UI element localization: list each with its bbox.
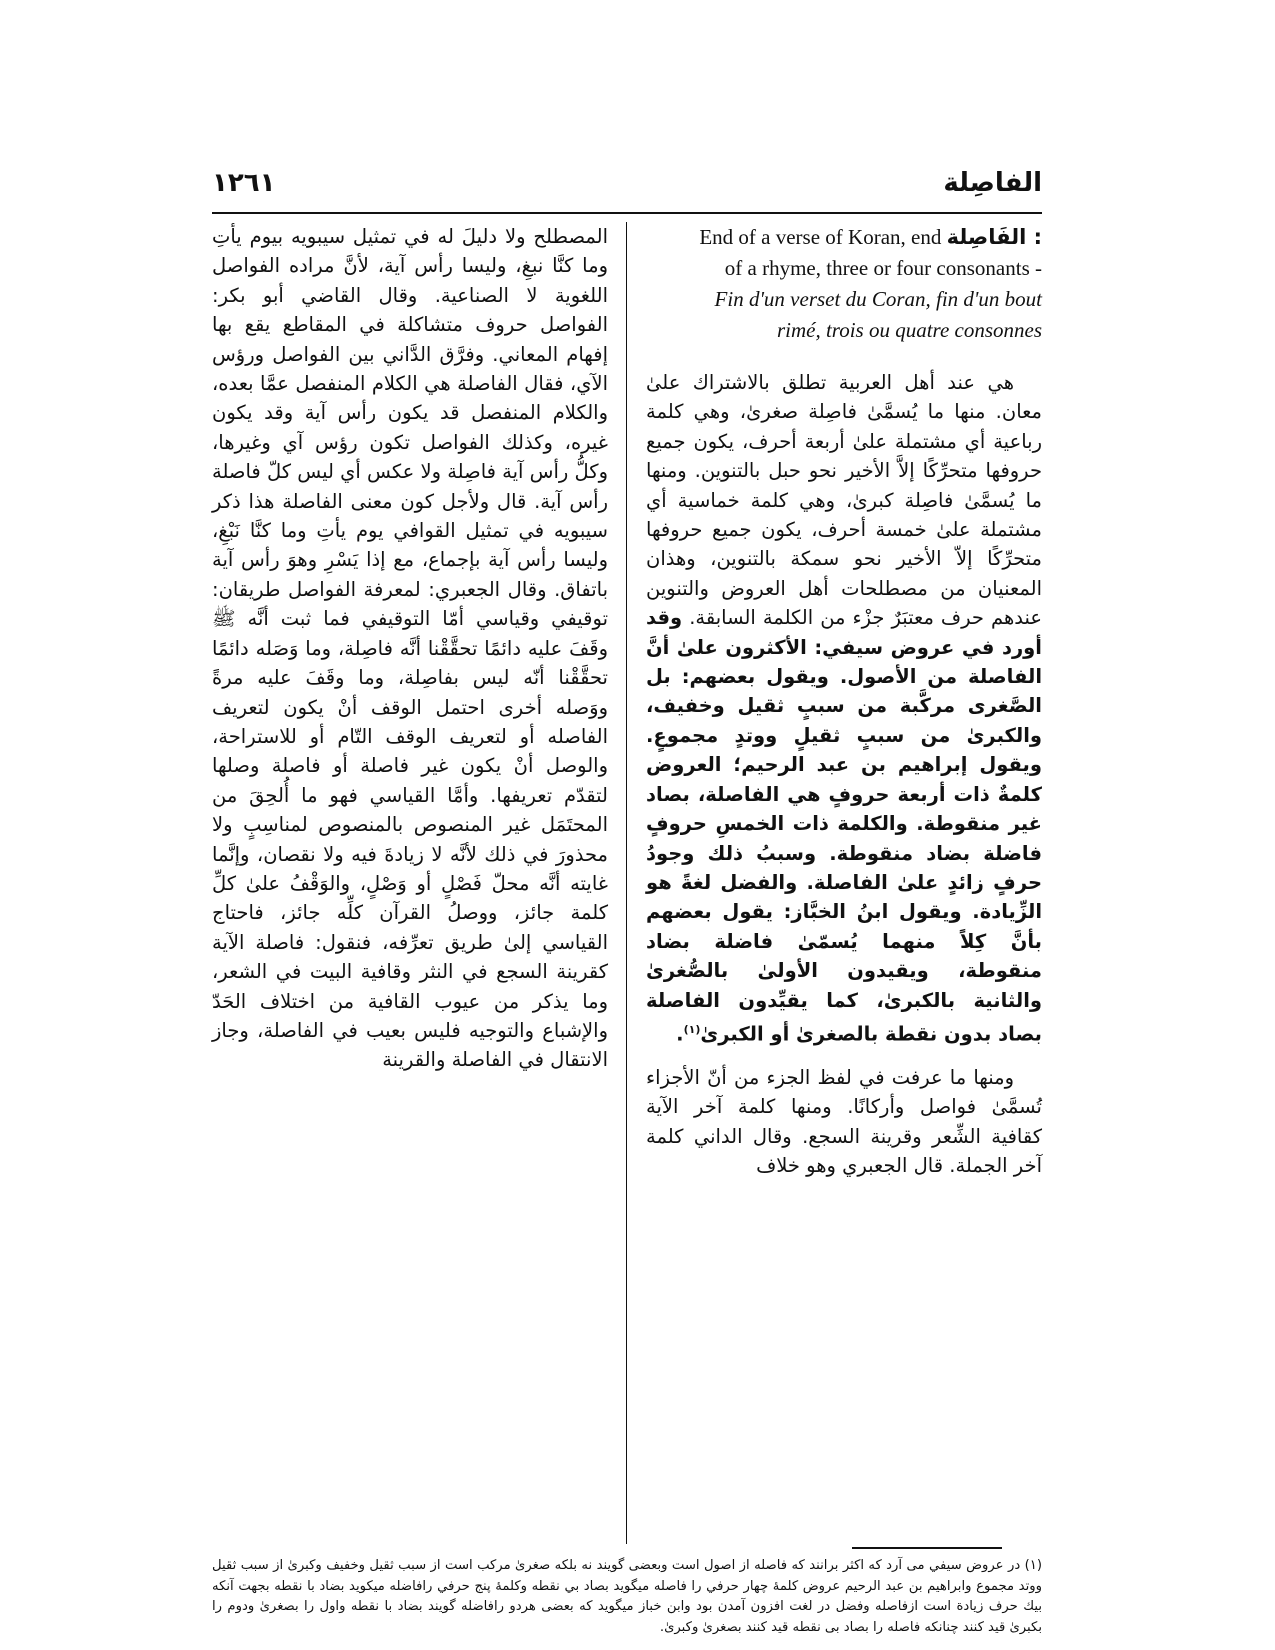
footnote-rule [852,1547,1002,1549]
column-divider [626,222,627,1544]
left-column [212,222,608,1075]
right-paragraph-1-end: . [676,1022,684,1046]
entry-english-line-2: of a rhyme, three or four consonants - [724,256,1042,280]
running-head-title: الفاصِلة [943,168,1042,198]
entry-heading [646,222,1042,346]
header-rule [212,212,1042,214]
entry-french-line-1: Fin d'un verset du Coran, fin d'un bout [714,287,1042,311]
right-paragraph-2: ومنها ما عرفت في لفظ الجزء من أنّ الأجزاء تُسمَّىٰ فواصل وأركانًا. ومنها كلمة آخر الآية كقافية الشِّعر وقرينة السجع. وقال الداني كلمة آخر الجملة. قال الجعبري وهو خلاف [646,1065,1042,1178]
footnote: (١) در عروض سيفي مى آرد كه اكثر برانند كه فاصله از اصول است وبعضى گويند نه بلكه صغرىٰ مركب است از سبب ثقيل وخفيف وكبرىٰ از سبب ثقيل ووتد مجموع وابراهيم بن عبد الرحيم عروض كلمهٔ چهار حرفي را فاصله ميگويد بصاد بي نقطه وكلمهٔ پنج حرفي رافاضله ميكويد بضاد با نقطه بجهت آنكه بيك حرف زيادة است ازفاصله وفضل در لغت افزون آمدن بود وابن خباز ميگويد كه بعضى هردو رافاضله گويند بضاد با نقطه واول را بصغرىٰ ودوم را بكبرىٰ قيد كنند چنانكه فاصله را بصاد بى نقطه قيد كنند بصغرىٰ وكبرىٰ. [212,1558,1042,1635]
left-paragraph: المصطلح ولا دليلَ له في تمثيل سيبويه بيوم يأتِ وما كنَّا نبغِ، وليسا رأس آية، لأنَّ مراده الفواصل اللغوية لا الصناعية. وقال القاضي أبو بكر: الفواصل حروف متشاكلة في المقاطع يقع بها إفهام المعاني. وفرَّق الدَّاني بين الفواصل ورؤس الآي، فقال الفاصلة هي الكلام المنفصل عمَّا بعده، والكلام المنفصل قد يكون رأس آية وقد يكون غيره، وكذلك الفواصل تكون رؤس آي وغيرها، وكلُّ رأس آية فاصِلة ولا عكس أي ليس كلّ فاصلة رأس آية. قال ولأجل كون معنى الفاصلة هذا ذكر سيبويه في تمثيل القوافي يوم يأتِ وما كنَّا نَبْغِ، وليسا رأس آية بإجماع، مع إذا يَسْرِ وهوَ رأس آية باتفاق. وقال الجعبري: لمعرفة الفواصل طريقان: توقيفي وقياسي أمّا التوقيفي فما ثبت أنَّه ﷺ وقَفَ عليه دائمًا تحقَّقْنا أنَّه فاصِلة، وما وَصَله دائمًا تحقَّقْنا أنّه ليس بفاصِلة، وما وقَفَ عليه مرةً ووَصله أخرى احتمل الوقف أنْ يكون لتعريف الفاصله أو لتعريف الوقف التّام أو للاستراحة، والوصل أنْ يكون غير فاصلة أو فاصلة وصلها لتقدّم تعريفها. وأمَّا القياسي فهو ما أُلحِقَ من المحتَمَل غير المنصوص بالمنصوص لمناسِبٍ ولا محذورَ في ذلك لأنَّه لا زيادةَ فيه ولا نقصان، وإنَّما غايته أنَّه محلّ فَصْلٍ أو وَصْلٍ، والوَقْفُ علىٰ كلِّ كلمة جائز، ووصلُ القرآن كلِّه جائز، فاحتاج القياسي إلىٰ طريق تعرِّفه، فنقول: فاصلة الآية كقرينة السجع في النثر وقافية البيت في الشعر، وما يذكر من عيوب القافية من اختلاف الحَدّ والإشباع والتوجيه فليس بعيب في الفاصلة، وجاز الانتقال في الفاصلة والقرينة [212,225,608,1072]
entry-french-line-2: rimé, trois ou quatre consonnes [776,318,1042,342]
page-number: ١٢٦١ [212,168,276,198]
entry-heading-line-1 [646,222,1042,253]
page-header [212,168,1042,208]
entry-english-line-1: End of a verse of Koran, end [699,225,942,249]
entry-term: الفَاصِلة : [946,225,1042,249]
right-column [646,368,1042,1180]
right-paragraph-1 [646,368,1042,1049]
right-paragraph-1-normal: هي عند أهل العربية تطلق بالاشتراك علىٰ معان. منها ما يُسمَّىٰ فاصِلة صغرىٰ، وهي كلمة رباعية أي مشتملة علىٰ أربعة أحرف، يكون جميع حروفها متحرِّكًا إلاَّ الأخير نحو حبل بالتنوين. ومنها ما يُسمَّىٰ فاصِلة كبرىٰ، وهي كلمة خماسية أي مشتملة علىٰ خمسة أحرف، يكون جميع حروفها متحرِّكًا إلاّ الأخير نحو سمكة بالتنوين، وهذان المعنيان من مصطلحات أهل العروض والتنوين عندهم حرف معتبَرٌ جزْء من الكلمة السابقة. [646,371,1042,630]
right-paragraph-1-bold: وقد أورد في عروض سيفي: الأكثرون علىٰ أنَّ الفاصلة من الأصول. ويقول بعضهم: بل الصَّغرى مركَّبة من سببٍ ثقيل وخفيف، والكبرىٰ من سببٍ ثقيلٍ ووتدٍ مجموعٍ. ويقول إبراهيم بن عبد الرحيم؛ العروض كلمةٌ ذات أربعة حروفٍ هي الفاصلة، بصاد غير منقوطة. والكلمة ذات الخمسِ حروفٍ فاضلة بضاد منقوطة. وسببُ ذلك وجودُ حرفٍ زائدٍ علىٰ الفاصلة. والفضل لغةً هو الزِّيادة. ويقول ابنُ الخبَّاز: يقول بعضهم بأنَّ كِلاً منهما يُسمّىٰ فاضلة بضاد منقوطة، ويقيدون الأولىٰ بالصُّغرىٰ والثانية بالكبرىٰ، كما يقيِّدون الفاصلة بصاد بدون نقطة بالصغرىٰ أو الكبرىٰ [646,606,1042,1046]
footnote-marker: (١) [683,1022,701,1036]
